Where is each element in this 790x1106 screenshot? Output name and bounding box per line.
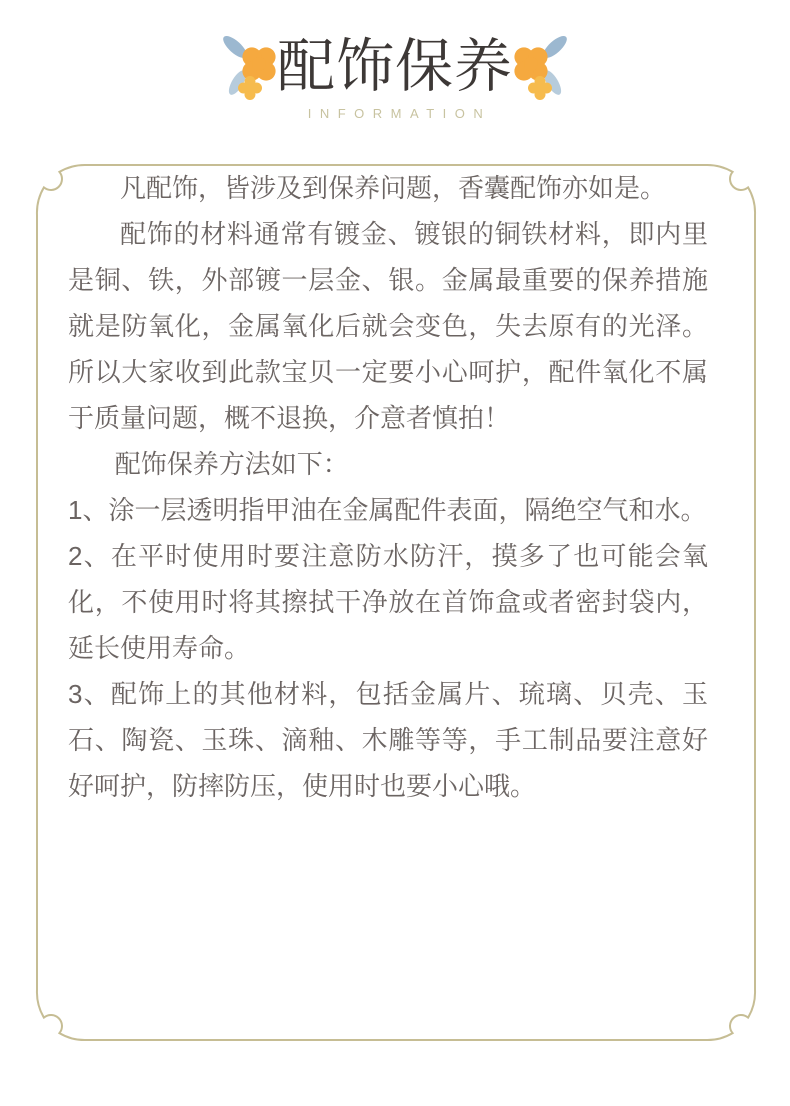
methods-title: 配饰保养方法如下：: [114, 449, 349, 479]
method-item-2: 2、在平时使用时要注意防水防汗，摸多了也可能会氧化，不使用时将其擦拭干净放在首饰盒或者密封袋内，延长使用寿命。: [68, 541, 708, 663]
flower-decoration-left-icon: [222, 30, 282, 102]
header-subtitle: INFORMATION: [307, 106, 492, 121]
header: [0, 0, 790, 122]
big-flower: [242, 47, 275, 80]
page-title: 配饰保养: [276, 34, 513, 99]
method-item-3: 3、配饰上的其他材料，包括金属片、琉璃、贝壳、玉石、陶瓷、玉珠、滴釉、木雕等等，手工制品要注意好好呵护，防摔防压，使用时也要小心哦。: [68, 679, 708, 801]
flower-decoration-right-icon: [508, 30, 568, 102]
method-item-1: 1、涂一层透明指甲油在金属配件表面，隔绝空气和水。: [68, 495, 707, 525]
big-flower: [514, 47, 547, 80]
materials-paragraph: 配饰的材料通常有镀金、镀银的铜铁材料，即内里是铜、铁，外部镀一层金、银。金属最重要的保养措施就是防氧化，金属氧化后就会变色，失去原有的光泽。所以大家收到此款宝贝一定要小心呵护，配件氧化不属于质量问题，概不退换，介意者慎拍！: [68, 219, 708, 433]
intro-paragraph: 凡配饰，皆涉及到保养问题，香囊配饰亦如是。: [120, 173, 667, 203]
care-instructions: [68, 165, 708, 809]
